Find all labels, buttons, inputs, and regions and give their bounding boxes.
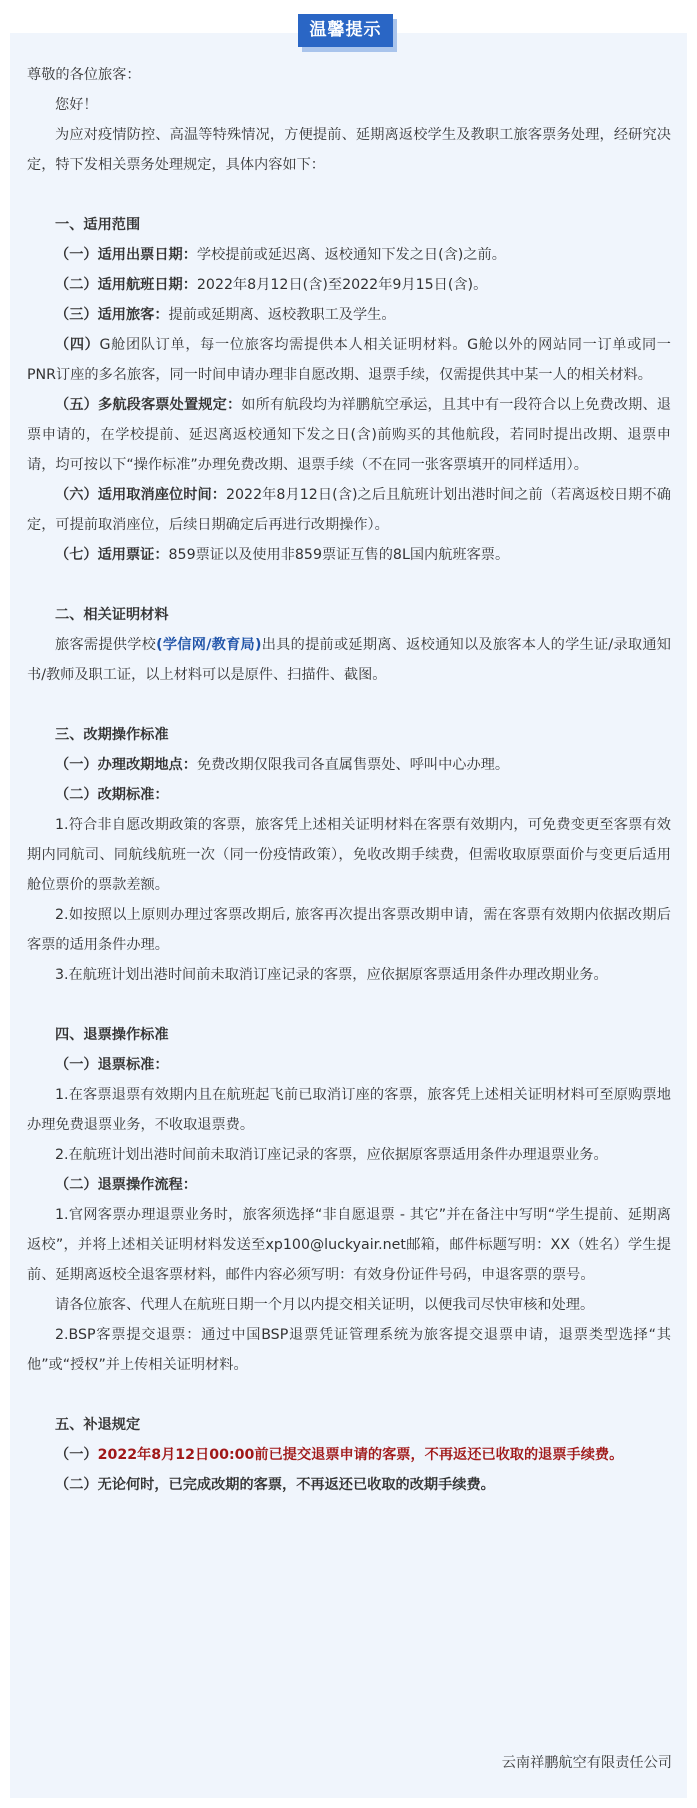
s5-item-2-label: （二） (55, 1477, 98, 1493)
greeting: 尊敬的各位旅客： (27, 67, 141, 83)
s3-item-1 (27, 750, 671, 780)
s1-item-1-label: （一）适用出票日期： (55, 247, 197, 263)
s3-paragraph-1: 1.符合非自愿改期政策的客票，旅客凭上述相关证明材料在客票有效期内，可免费变更至客票有效期内同航司、同航线航班一次（同一份疫情政策），免收改期手续费，但需收取原票面价与变更后适用舱位票价的票款差额。 (27, 817, 671, 893)
s1-item-3 (27, 300, 671, 330)
s4-item-1-label: （一）退票标准： (55, 1057, 169, 1073)
s1-item-7 (27, 540, 671, 570)
s1-item-3-label: （三）适用旅客： (55, 307, 169, 323)
s4-item-2-label: （二）退票操作流程： (55, 1177, 197, 1193)
s1-item-5-label: （五）多航段客票处置规定： (55, 397, 242, 413)
s4-paragraph-4: 请各位旅客、代理人在航班日期一个月以内提交相关证明，以便我司尽快审核和处理。 (55, 1297, 595, 1313)
title-badge (298, 14, 397, 52)
s4-item-2 (27, 1170, 671, 1200)
s3-paragraph-2: 2.如按照以上原则办理过客票改期后, 旅客再次提出客票改期申请，需在客票有效期内依据改期后客票的适用条件办理。 (27, 907, 671, 953)
s5-item-1-label: （一） (55, 1447, 98, 1463)
s5-item-1-text: 2022年8月12日00:00前已提交退票申请的客票，不再返还已收取的退票手续费。 (97, 1447, 624, 1463)
s1-item-4-text: G舱团队订单，每一位旅客均需提供本人相关证明材料。G舱以外的网站同一订单或同一PNR订座的多名旅客，同一时间申请办理非自愿改期、退票手续，仅需提供其中某一人的相关材料。 (27, 337, 671, 383)
s1-item-6 (27, 480, 671, 540)
s5-item-1 (27, 1440, 671, 1470)
notice-body (27, 60, 671, 1500)
badge-label: 温馨提示 (298, 14, 393, 47)
s2-text-a: 旅客需提供学校 (55, 637, 157, 653)
s3-paragraph-3: 3.在航班计划出港时间前未取消订座记录的客票，应依据原客票适用条件办理改期业务。 (55, 967, 608, 983)
company-signature: 云南祥鹏航空有限责任公司 (501, 1755, 672, 1771)
section-1-title: 一、适用范围 (55, 217, 141, 233)
s1-item-4 (27, 330, 671, 390)
s3-item-2-label: （二）改期标准： (55, 787, 169, 803)
section-4-title: 四、退票操作标准 (55, 1027, 169, 1043)
s1-item-2 (27, 270, 671, 300)
s1-item-7-label: （七）适用票证： (55, 547, 169, 563)
s2-text-b: 出具的提前或延期离、返校通知以及旅客本人的学生证/录取通知书/教师及职工证，以上材料可以是原件、扫描件、截图。 (27, 637, 671, 683)
s2-emphasis: (学信网/教育局) (156, 637, 262, 653)
s1-item-5-text: 如所有航段均为祥鹏航空承运，且其中有一段符合以上免费改期、退票申请的，在学校提前、延迟离返校通知下发之日(含)前购买的其他航段，若同时提出改期、退票申请，均可按以下“操作标准”办理免费改期、退票手续（不在同一张客票填开的同样适用）。 (27, 397, 671, 473)
s3-item-2 (27, 780, 671, 810)
s1-item-5 (27, 390, 671, 480)
s1-item-2-label: （二）适用航班日期： (55, 277, 197, 293)
s1-item-7-text: 859票证以及使用非859票证互售的8L国内航班客票。 (168, 547, 510, 563)
s1-item-1 (27, 240, 671, 270)
s4-paragraph-5: 2.BSP客票提交退票：通过中国BSP退票凭证管理系统为旅客提交退票申请，退票类型选择“其他”或“授权”并上传相关证明材料。 (27, 1327, 671, 1373)
intro-paragraph: 为应对疫情防控、高温等特殊情况，方便提前、延期离返校学生及教职工旅客票务处理，经研究决定，特下发相关票务处理规定，具体内容如下： (27, 127, 671, 173)
s1-item-4-label: （四） (55, 337, 100, 353)
s1-item-3-text: 提前或延期离、返校教职工及学生。 (168, 307, 396, 323)
s2-paragraph (27, 630, 671, 690)
s1-item-2-text: 2022年8月12日(含)至2022年9月15日(含)。 (196, 277, 488, 293)
s1-item-6-label: （六）适用取消座位时间： (55, 487, 226, 503)
s5-item-2-text: 无论何时，已完成改期的客票，不再返还已收取的改期手续费。 (97, 1477, 495, 1493)
s4-item-1 (27, 1050, 671, 1080)
s3-item-1-label: （一）办理改期地点： (55, 757, 197, 773)
section-2-title: 二、相关证明材料 (55, 607, 169, 623)
s5-item-2 (27, 1470, 671, 1500)
hello: 您好！ (55, 97, 98, 113)
s3-item-1-text: 免费改期仅限我司各直属售票处、呼叫中心办理。 (196, 757, 510, 773)
s4-paragraph-2: 2.在航班计划出港时间前未取消订座记录的客票，应依据原客票适用条件办理退票业务。 (55, 1147, 608, 1163)
section-3-title: 三、改期操作标准 (55, 727, 169, 743)
s1-item-6-text: 2022年8月12日(含)之后且航班计划出港时间之前（若离返校日期不确定，可提前取消座位，后续日期确定后再进行改期操作）。 (27, 487, 671, 533)
s4-paragraph-3: 1.官网客票办理退票业务时，旅客须选择“非自愿退票 - 其它”并在备注中写明“学生提前、延期离返校”，并将上述相关证明材料发送至xp100@luckyair.net邮箱，邮件标题写明：XX（姓名）学生提前、延期离返校全退客票材料，邮件内容必须写明：有效身份证件号码，申退客票的票号。 (27, 1207, 671, 1283)
s4-paragraph-1: 1.在客票退票有效期内且在航班起飞前已取消订座的客票，旅客凭上述相关证明材料可至原购票地办理免费退票业务，不收取退票费。 (27, 1087, 671, 1133)
section-5-title: 五、补退规定 (55, 1417, 141, 1433)
s1-item-1-text: 学校提前或延迟离、返校通知下发之日(含)之前。 (196, 247, 506, 263)
